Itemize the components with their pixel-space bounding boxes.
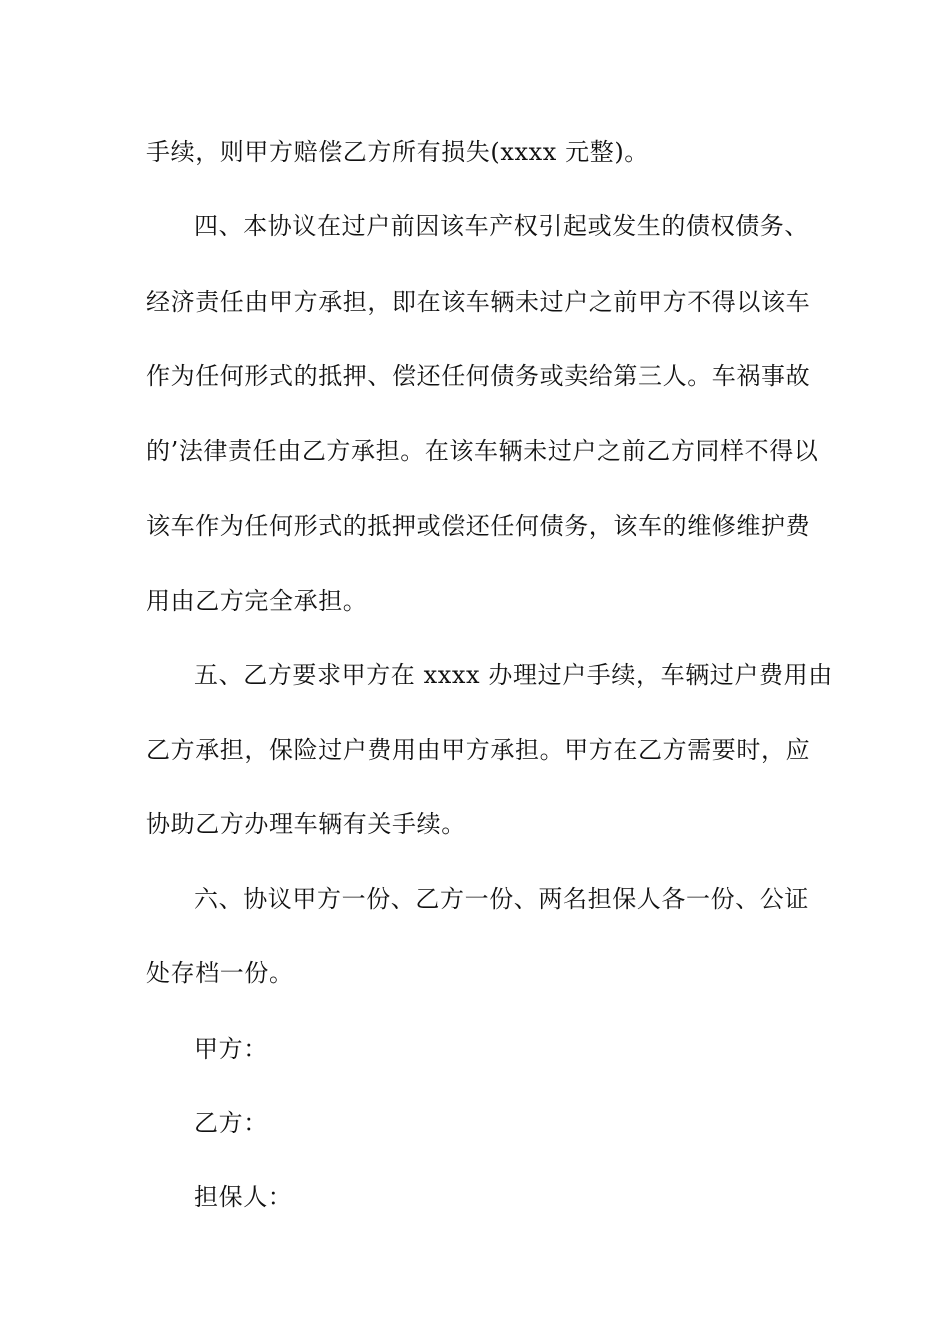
text-line-3: 经济责任由甲方承担，即在该车辆未过户之前甲方不得以该车 (146, 288, 811, 316)
text-line-7: 用由乙方完全承担。 (146, 587, 368, 615)
party-a-label: 甲方： (194, 1035, 268, 1063)
text-line-6: 该车作为任何形式的抵押或偿还任何债务，该车的维修维护费 (146, 512, 811, 540)
text-line-9: 乙方承担，保险过户费用由甲方承担。甲方在乙方需要时，应 (146, 736, 811, 764)
party-b-label: 乙方： (194, 1109, 268, 1137)
text-line-11: 六、协议甲方一份、乙方一份、两名担保人各一份、公证 (194, 885, 809, 913)
text-line-8: 五、乙方要求甲方在 xxxx 办理过户手续，车辆过户费用由 (194, 661, 833, 689)
text-line-1: 手续，则甲方赔偿乙方所有损失(xxxx 元整)。 (146, 138, 649, 166)
text-line-5: 的’法律责任由乙方承担。在该车辆未过户之前乙方同样不得以 (146, 437, 819, 465)
guarantor-label: 担保人： (194, 1183, 293, 1211)
text-line-10: 协助乙方办理车辆有关手续。 (146, 810, 466, 838)
text-line-12: 处存档一份。 (146, 959, 294, 987)
text-line-2: 四、本协议在过户前因该车产权引起或发生的债权债务、 (194, 212, 809, 240)
text-line-4: 作为任何形式的抵押、偿还任何债务或卖给第三人。车祸事故 (146, 362, 811, 390)
